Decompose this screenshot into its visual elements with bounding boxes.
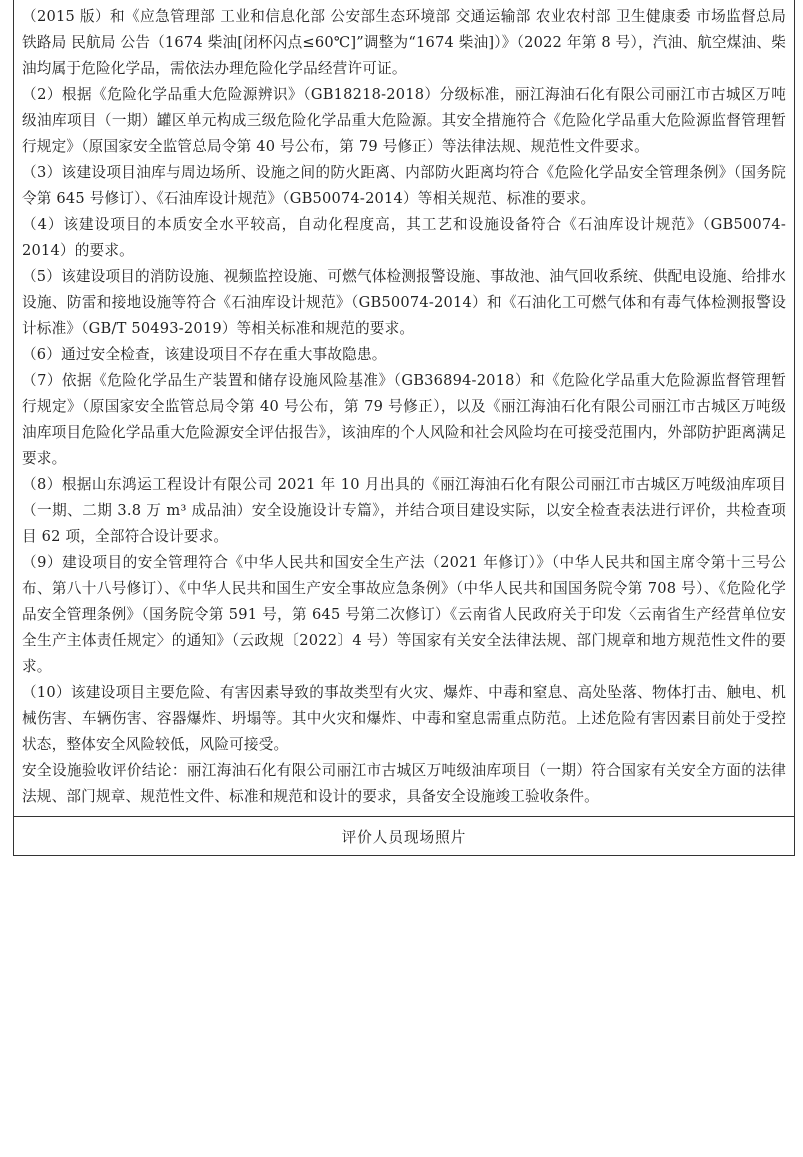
site-photos-label: 评价人员现场照片	[341, 828, 467, 846]
paragraph-5: （5）该建设项目的消防设施、视频监控设施、可燃气体检测报警设施、事故池、油气回收系统、供配电设施、给排水设施、防雷和接地设施等符合《石油库设计规范》（GB50074-2014）和《石油化工可燃气体和有毒气体检测报警设计标准》（GB/T 50493-2019）等相关标准和规范的要求。	[22, 268, 786, 337]
paragraph-3: （3）该建设项目油库与周边场所、设施之间的防火距离、内部防火距离均符合《危险化学品安全管理条例》（国务院令第 645 号修订）、《石油库设计规范》（GB50074-2014）等相关规范、标准的要求。	[22, 164, 786, 207]
site-photos-header	[14, 816, 794, 855]
evaluation-table	[13, 0, 795, 856]
paragraph-intro-continued: （2015 版）和《应急管理部 工业和信息化部 公安部生态环境部 交通运输部 农业农村部 卫生健康委 市场监督总局 铁路局 民航局 公告（1674 柴油[闭杯闪点≤60℃]”调整为“1674 柴油]）》（2022 年第 8 号），汽油、航空煤油、柴油均属于危险化学品，需依法办理危险化学品经营许可证。	[22, 8, 786, 77]
paragraph-8: （8）根据山东鸿运工程设计有限公司 2021 年 10 月出具的《丽江海油石化有限公司丽江市古城区万吨级油库项目（一期、二期 3.8 万 m³ 成品油）安全设施设计专篇》，并结合项目建设实际，以安全检查表法进行评价，共检查项目 62 项，全部符合设计要求。	[22, 476, 786, 545]
acceptance-conclusion: 安全设施验收评价结论：丽江海油石化有限公司丽江市古城区万吨级油库项目（一期）符合国家有关安全方面的法律法规、部门规章、规范性文件、标准和规范和设计的要求，具备安全设施竣工验收条件。	[22, 762, 786, 805]
conclusion-cell	[14, 0, 794, 816]
paragraph-10: （10）该建设项目主要危险、有害因素导致的事故类型有火灾、爆炸、中毒和窒息、高处坠落、物体打击、触电、机械伤害、车辆伤害、容器爆炸、坍塌等。其中火灾和爆炸、中毒和窒息需重点防范。上述危险有害因素目前处于受控状态，整体安全风险较低，风险可接受。	[22, 684, 786, 753]
paragraph-9: （9）建设项目的安全管理符合《中华人民共和国安全生产法（2021 年修订）》（中华人民共和国主席令第十三号公布、第八十八号修订）、《中华人民共和国生产安全事故应急条例》（中华人民共和国国务院令第 708 号）、《危险化学品安全管理条例》（国务院令第 591 号，第 645 号第二次修订）《云南省人民政府关于印发〈云南省生产经营单位安全生产主体责任规定〉的通知》（云政规〔2022〕4 号）等国家有关安全法律法规、部门规章和地方规范性文件的要求。	[22, 554, 786, 675]
paragraph-4: （4）该建设项目的本质安全水平较高，自动化程度高，其工艺和设施设备符合《石油库设计规范》（GB50074-2014）的要求。	[22, 216, 786, 259]
paragraph-7: （7）依据《危险化学品生产装置和储存设施风险基准》（GB36894-2018）和《危险化学品重大危险源监督管理暂行规定》（原国家安全监管总局令第 40 号公布，第 79 号修正），以及《丽江海油石化有限公司丽江市古城区万吨级油库项目危险化学品重大危险源安全评估报告》，该油库的个人风险和社会风险均在可接受范围内，外部防护距离满足要求。	[22, 372, 786, 467]
paragraph-6: （6）通过安全检查，该建设项目不存在重大事故隐患。	[22, 346, 387, 363]
paragraph-2: （2）根据《危险化学品重大危险源辨识》（GB18218-2018）分级标准，丽江海油石化有限公司丽江市古城区万吨级油库项目（一期）罐区单元构成三级危险化学品重大危险源。其安全措施符合《危险化学品重大危险源监督管理暂行规定》（原国家安全监管总局令第 40 号公布，第 79 号修正）等法律法规、规范性文件要求。	[22, 86, 786, 155]
